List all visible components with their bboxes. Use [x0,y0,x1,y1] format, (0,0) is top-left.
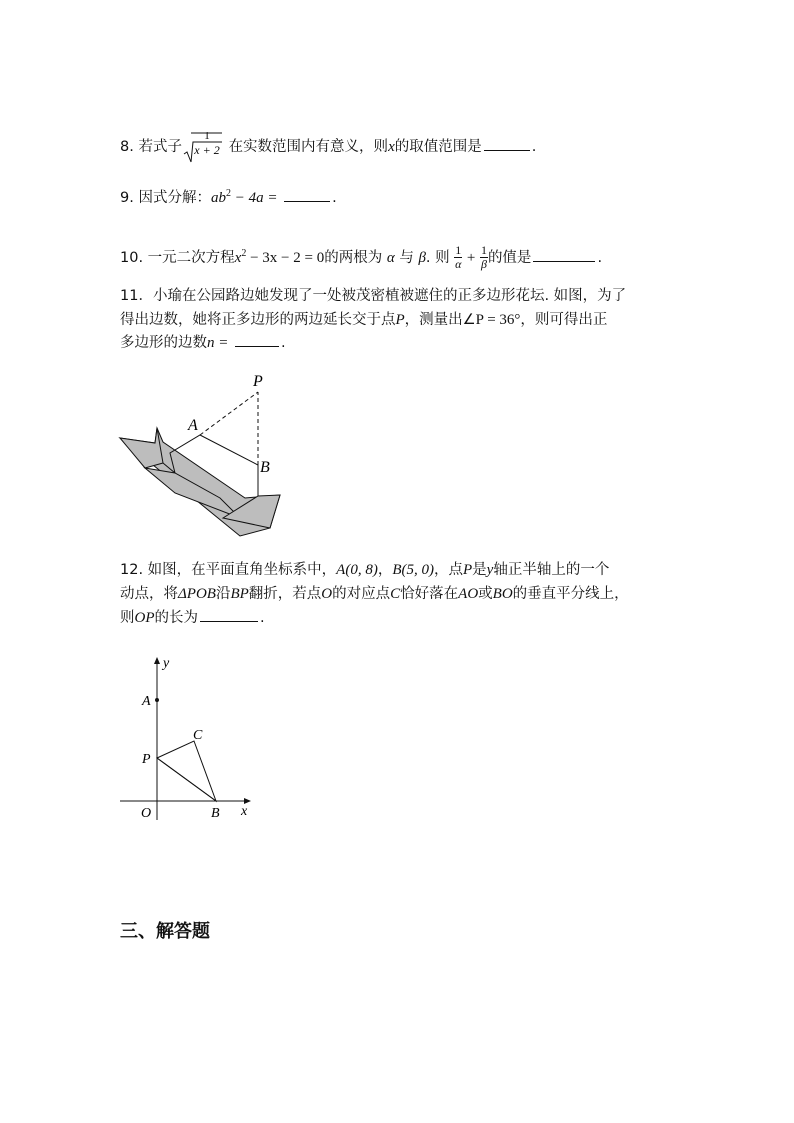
point-a [155,698,159,702]
label-a: A [142,694,151,709]
question-text: 若式子 [138,139,182,155]
label-c: C [193,728,203,743]
answer-blank[interactable] [533,247,595,262]
question-12-line-2: 动点，将ΔPOB沿BP翻折，若点O的对应点C恰好落在AO或BO的垂直平分线上， [120,586,629,602]
question-text: 一元二次方程 [147,249,235,266]
question-11-line-3: 多边形的边数n = . [120,332,286,354]
question-number: 8. [120,139,134,155]
extension-line-a [200,392,258,435]
question-12-line-3: 则OP的长为 . [120,607,265,629]
polygon-flowerbed-figure [115,368,290,543]
label-a: A [188,417,198,434]
question-number: 10. [120,249,144,266]
label-p: P [253,373,263,390]
answer-blank[interactable] [200,607,258,622]
equation: − 3x − 2 = 0 [246,249,325,266]
fraction-numerator: 1 [204,130,210,142]
section-heading: 三、解答题 [120,921,210,942]
fold-line-bp [157,758,216,801]
question-number: 9. [120,189,134,206]
question-8: 8. 若式子 1 x + 2 在实数范围内有意义，则x的取值范围是 . [120,128,536,166]
coordinate-figure [115,650,265,825]
variable: x [388,139,395,155]
expression: ab [210,189,226,206]
question-11-line-2: 得出边数，她将正多边形的两边延长交于点P，测量出∠P = 36°，则可得出正 [120,312,608,328]
label-p: P [142,752,151,767]
vegetation-shape [120,428,163,468]
sqrt-expression [182,128,224,166]
label-b: B [260,459,270,476]
question-text: 在实数范围内有意义，则 [228,139,389,155]
question-12-line-1: 12. 如图，在平面直角坐标系中，A(0, 8)，B(5, 0)，点P是y轴正半轴上的一个 [120,562,610,578]
question-text: 因式分解： [138,189,211,206]
question-11-line-1 [120,285,626,307]
question-text: 的两根为 [324,249,383,266]
folded-triangle [157,741,216,801]
answer-blank[interactable] [484,136,530,151]
fraction: $\frac{1}{\beta}$ [480,243,487,272]
x-axis-label: x [241,804,248,819]
question-10: 10. 一元二次方程$x^2 - 3x - 2 = 0$的两根为 α 与 β. 则 $\frac{1}{\alpha}$ + $\frac{1}{\beta}$ 的值是 . [120,243,603,272]
question-text: 11．小瑜在公园路边她发现了一处被茂密植被遮住的正多边形花坛. 如图，为了 [120,288,627,304]
radicand: x + 2 [194,143,220,157]
fraction: $\frac{1}{\alpha}$ [455,243,462,272]
question-text: 的取值范围是 [394,139,482,155]
answer-blank[interactable] [284,187,330,202]
answer-blank[interactable] [235,332,279,347]
expression: − 4a = [230,189,278,206]
label-o: O [141,806,152,821]
y-axis-label: y [163,656,170,671]
label-b: B [211,806,220,821]
question-9: 9. 因式分解：$ab^2 - 4a$ = . [120,188,337,206]
question-text: 的值是 [487,249,532,266]
